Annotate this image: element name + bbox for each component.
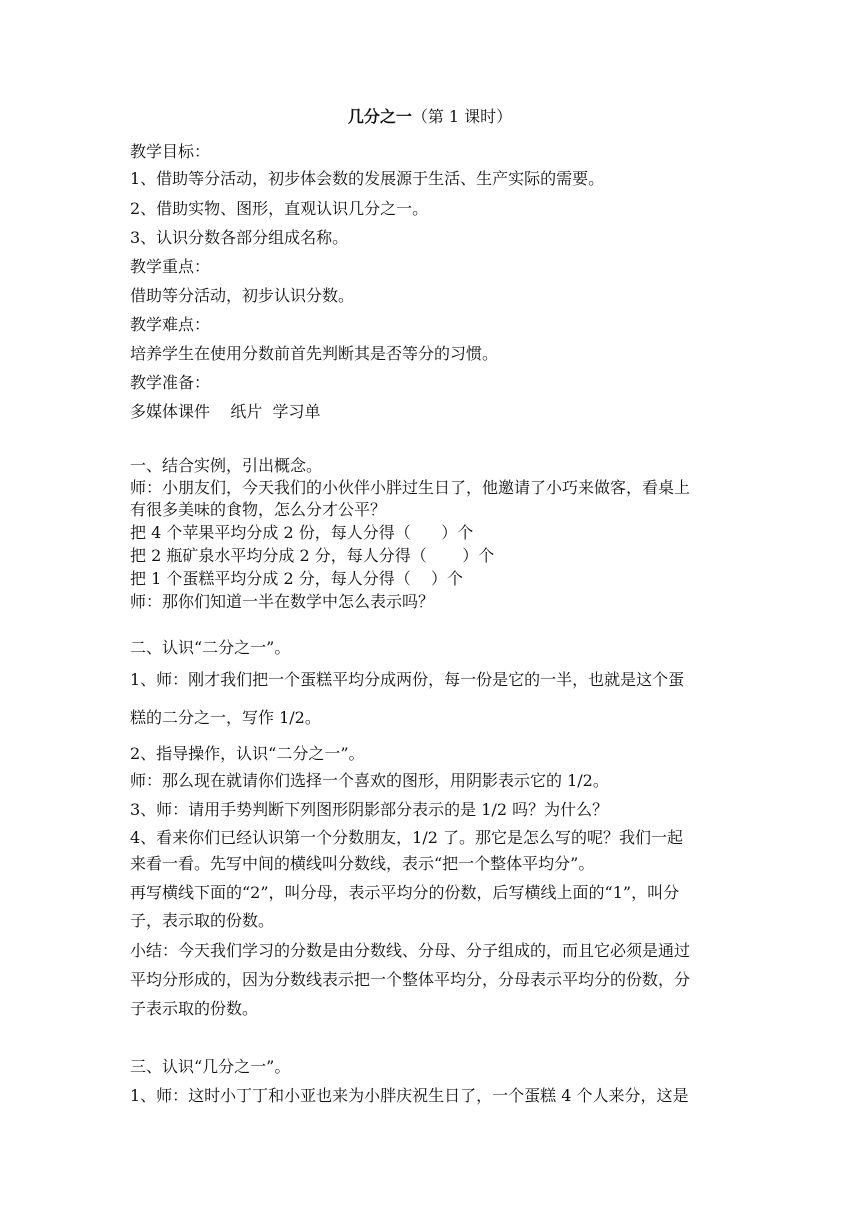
title-sub: （第 1 课时） (411, 107, 513, 126)
paragraph-line: 3、师：请用手势判断下列图形阴影部分表示的是 1/2 吗？为什么？ (130, 800, 609, 819)
paragraph-line: 1、师：这时小丁丁和小亚也来为小胖庆祝生日了，一个蛋糕 4 个人来分，这是 (130, 1086, 689, 1105)
paragraph-line: 平均分形成的，因为分数线表示把一个整体平均分，分母表示平均分的份数，分 (130, 970, 691, 989)
heading-key-points: 教学重点： (130, 257, 211, 276)
difficulty-text: 培养学生在使用分数前首先判断其是否等分的习惯。 (130, 344, 499, 363)
paragraph-line: 有很多美味的食物，怎么分才公平？ (130, 500, 387, 519)
page-title (0, 106, 860, 128)
paragraph-line: 子，表示取的份数。 (130, 911, 275, 930)
objective-3: 3、认识分数各部分组成名称。 (130, 228, 349, 247)
section-2-heading: 二、认识“二分之一”。 (130, 638, 291, 657)
paragraph-line: 把 1 个蛋糕平均分成 2 分，每人分得（ ）个 (130, 569, 464, 588)
heading-difficulty: 教学难点： (130, 315, 211, 334)
paragraph-line: 糕的二分之一，写作 1/2。 (130, 708, 321, 727)
objective-1: 1、借助等分活动，初步体会数的发展源于生活、生产实际的需要。 (130, 169, 605, 188)
key-point-text: 借助等分活动，初步认识分数。 (130, 286, 355, 305)
preparation-text: 多媒体课件 纸片 学习单 (130, 402, 321, 421)
paragraph-line: 来看一看。先写中间的横线叫分数线，表示“把一个整体平均分”。 (130, 854, 595, 873)
paragraph-line: 师：小朋友们，今天我们的小伙伴小胖过生日了，他邀请了小巧来做客，看桌上 (130, 478, 691, 497)
paragraph-line: 2、指导操作，认识“二分之一”。 (130, 744, 365, 763)
section-3-heading: 三、认识“几分之一”。 (130, 1057, 291, 1076)
heading-objectives: 教学目标： (130, 142, 211, 161)
section-1-heading: 一、结合实例，引出概念。 (130, 456, 323, 475)
paragraph-line: 子表示取的份数。 (130, 999, 259, 1018)
title-main: 几分之一 (347, 107, 412, 126)
heading-preparation: 教学准备： (130, 373, 211, 392)
objective-2: 2、借助实物、图形，直观认识几分之一。 (130, 199, 429, 218)
paragraph-line: 师：那么现在就请你们选择一个喜欢的图形，用阴影表示它的 1/2。 (130, 771, 609, 790)
paragraph-line: 小结：今天我们学习的分数是由分数线、分母、分子组成的，而且它必须是通过 (130, 941, 691, 960)
paragraph-line: 师：那你们知道一半在数学中怎么表示吗？ (130, 592, 435, 611)
paragraph-line: 1、师：刚才我们把一个蛋糕平均分成两份，每一份是它的一半，也就是这个蛋 (130, 670, 685, 689)
paragraph-line: 4、看来你们已经认识第一个分数朋友，1/2 了。那它是怎么写的呢？我们一起 (130, 828, 684, 847)
paragraph-line: 把 4 个苹果平均分成 2 份，每人分得（ ）个 (130, 523, 474, 542)
paragraph-line: 把 2 瓶矿泉水平均分成 2 分，每人分得（ ）个 (130, 546, 495, 565)
paragraph-line: 再写横线下面的“2”，叫分母，表示平均分的份数，后写横线上面的“1”，叫分 (130, 883, 680, 902)
